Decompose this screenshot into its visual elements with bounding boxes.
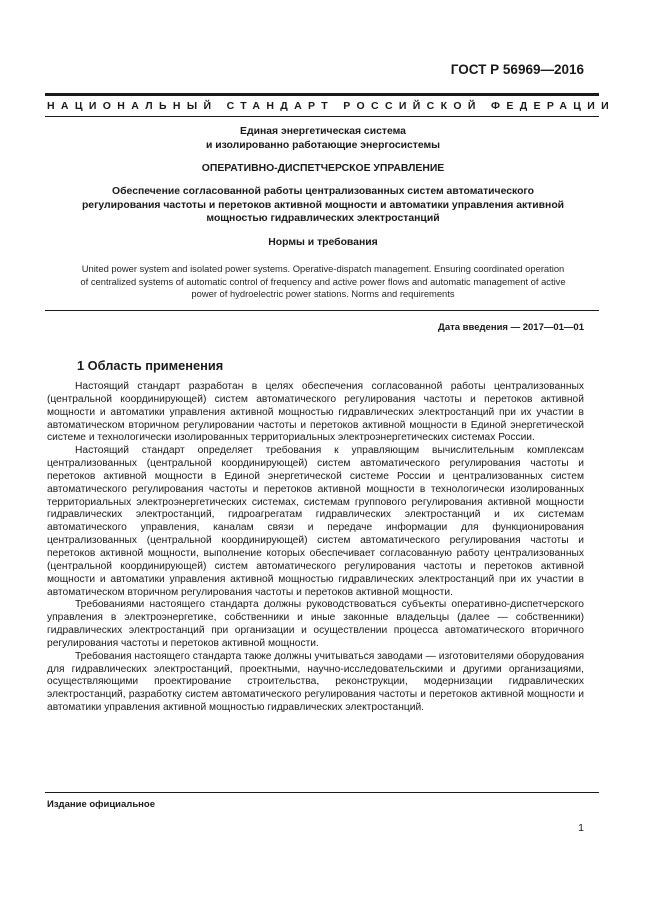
english-title-line: United power system and isolated power systems. Operative-dispatch management. Ensuring coordinated operation [81, 263, 565, 274]
system-title-line: Единая энергетическая система [240, 126, 406, 137]
title-bottom-rule [45, 310, 599, 311]
subtitle: Нормы и требования [268, 237, 378, 248]
body-paragraph: Требования настоящего стандарта также должны учитываться заводами — изготовителями оборудования для гидравлических электростанций, проектными, научно-исследовательскими и другими организациями, осуществляющими проектирование строительства, реконструкции, модернизации гидравлических электростанций, разработку систем автоматического регулирования частоты и перетоков активной мощности и автоматики управления активной мощностью гидравлических электростанций. [47, 650, 584, 714]
main-title [50, 185, 596, 226]
body-paragraph: Настоящий стандарт определяет требования к управляющим вычислительным комплексам централизованных (центральной координирующей) систем автоматического регулирования частоты и перетоков активной мощности в Единой энергетической системе России и централизованных систем автоматического регулирования частоты и перетоков активной мощности в технологически изолированных территориальных электроэнергетических системах, системам группового регулирования активной мощности гидравлических электростанций, гидроагрегатам гидравлических электростанций и их системам автоматического управления, каналам связи и передаче информации для функционирования централизованных (центральной координирующей) систем автоматического регулирования частоты и перетоков активной мощности, выполнение которых обеспечивает согласованную работу централизованных (центральной координирующей) систем автоматического регулирования частоты и перетоков активной мощности и автоматики управления активной мощностью гидравлических электростанций при их участии в автоматическом вторичном регулирования частоты и перетоков активной мощности. [47, 445, 584, 598]
english-title [50, 263, 596, 301]
section-heading: 1 Область применения [77, 358, 224, 373]
section-title: ОПЕРАТИВНО-ДИСПЕТЧЕРСКОЕ УПРАВЛЕНИЕ [201, 163, 445, 174]
main-title-line: Обеспечение согласованной работы централизованных систем автоматического [112, 186, 534, 197]
section-body [47, 381, 584, 715]
body-paragraph: Требованиями настоящего стандарта должны руководствоваться субъекты оперативно-диспетчерского управления в электроэнергетике, собственники и иные законные владельцы (далее — собственники) гидравлических электростанций при организации и осуществлении процесса автоматического вторичного регулирования частоты и перетоков активной мощности. [47, 599, 584, 649]
body-paragraph: Настоящий стандарт разработан в целях обеспечения согласованной работы централизованных (центральной координирующей) систем автоматического регулирования частоты и перетоков активной мощности и автоматики управления активной мощностью гидравлических электростанций при их участии в автоматическом вторичном регулировании частоты и перетоков активной мощности в Единой энергетической системе и технологически изолированных территориальных электроэнергетических системах России. [47, 381, 584, 444]
top-rule [45, 93, 599, 96]
heading-rule [45, 116, 599, 117]
system-title [50, 125, 596, 153]
main-title-line: регулирования частоты и перетоков активной мощности и автоматики управления активной [81, 199, 565, 211]
edition-note: Издание официальное [47, 799, 155, 810]
main-title-line: мощностью гидравлических электростанций [206, 213, 440, 224]
introduction-date: Дата введения — 2017—01—01 [438, 322, 584, 333]
page-number: 1 [578, 822, 584, 834]
english-title-line: power of hydroelectric power stations. Norms and requirements [191, 288, 455, 300]
document-code: ГОСТ Р 56969—2016 [450, 62, 584, 77]
system-title-line: и изолированно работающие энергосистемы [205, 140, 441, 151]
national-standard-heading: НАЦИОНАЛЬНЫЙ СТАНДАРТ РОССИЙСКОЙ ФЕДЕРАЦИИ [47, 100, 616, 112]
english-title-line: of centralized systems of automatic control of frequency and active power flows and automatic management of active [80, 275, 566, 287]
footer-rule [45, 792, 599, 793]
